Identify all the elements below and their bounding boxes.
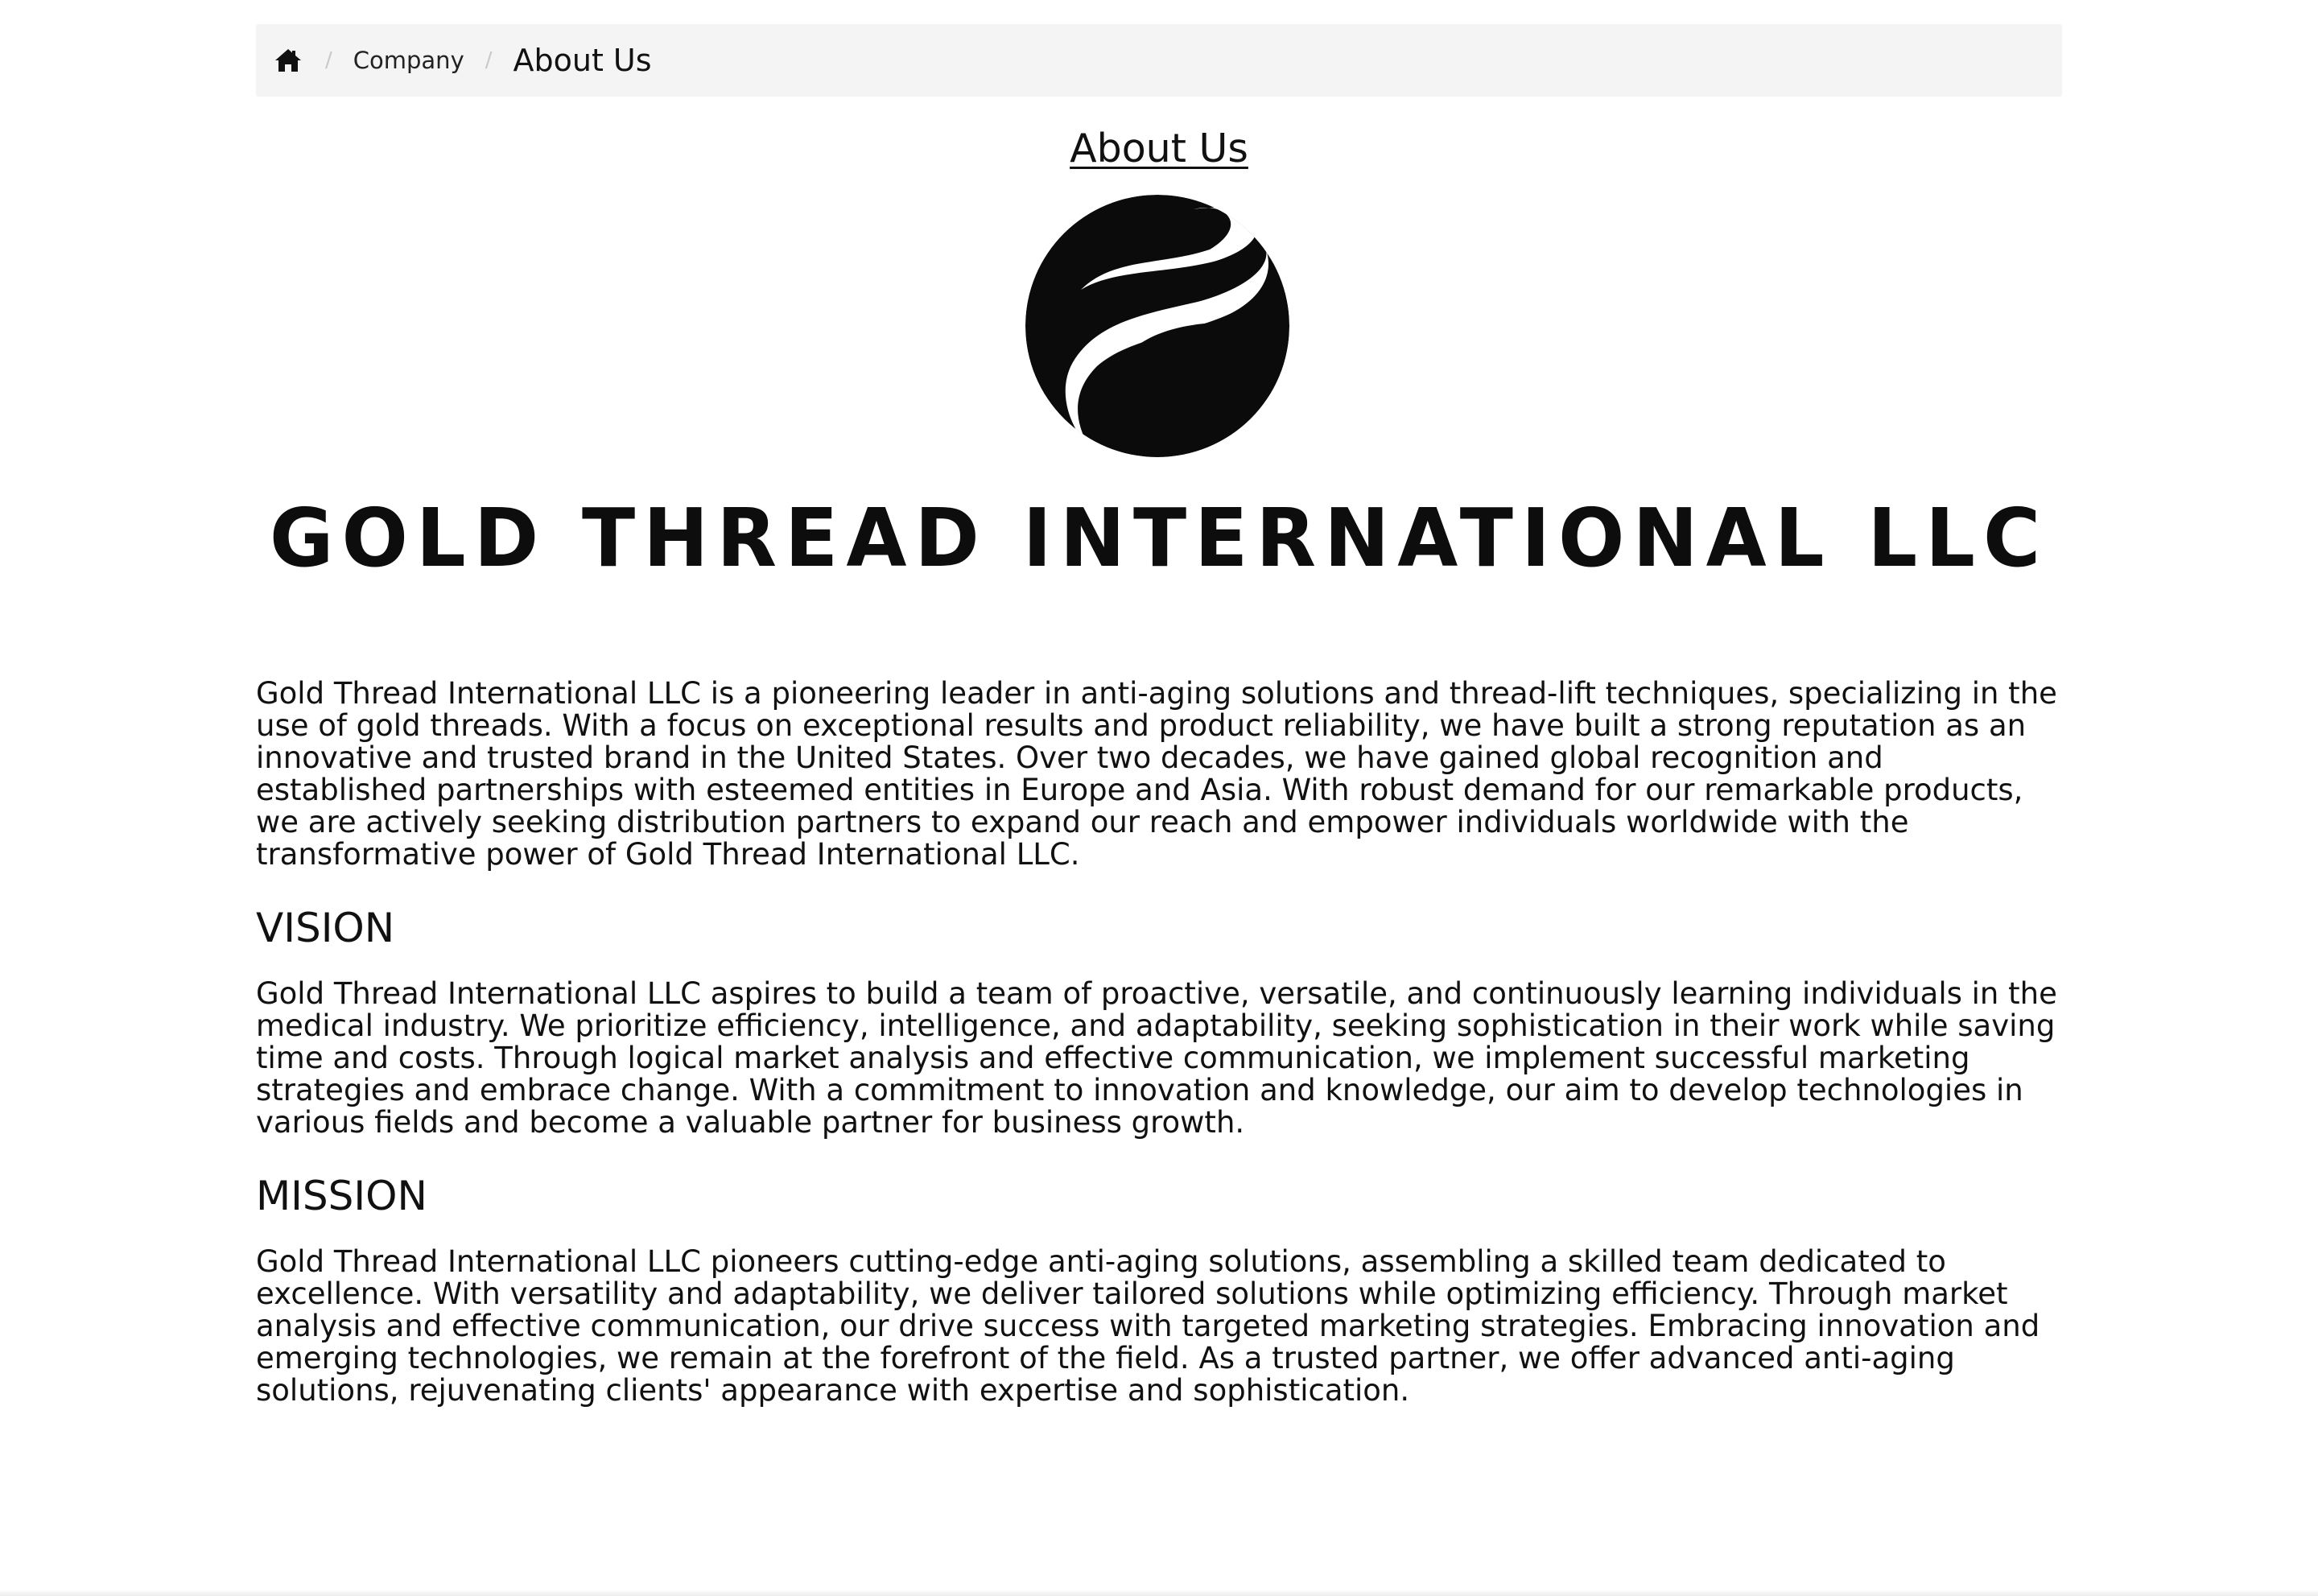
about-page xyxy=(256,24,2062,1407)
company-wordmark: GOLD THREAD INTERNATIONAL LLC xyxy=(269,491,2049,585)
mission-heading: MISSION xyxy=(256,1172,427,1219)
mission-paragraph: Gold Thread International LLC pioneers cutting-edge anti-aging solutions, assembling a skilled team dedicated to excellence. With versatility and adaptability, we deliver tailored solutions while optimizing efficiency. Through market analysis and effective communication, our drive success with targeted marketing strategies. Embracing innovation and emerging technologies, we remain at the forefront of the field. As a trusted partner, we offer advanced anti-aging solutions, rejuvenating clients' appearance with expertise and sophistication. xyxy=(256,1243,2040,1408)
company-logo xyxy=(256,193,2062,644)
vision-heading: VISION xyxy=(256,904,395,951)
breadcrumb xyxy=(256,24,2062,97)
breadcrumb-separator: / xyxy=(325,48,332,72)
swirl-globe-icon xyxy=(1025,193,1290,459)
breadcrumb-company-link[interactable]: Company xyxy=(353,47,464,74)
page-title: About Us xyxy=(1070,126,1248,171)
breadcrumb-separator: / xyxy=(485,48,493,72)
vision-paragraph: Gold Thread International LLC aspires to build a team of proactive, versatile, and continuously learning individuals in the medical industry. We prioritize efficiency, intelligence, and adaptability, seeking sophistication in their work while saving time and costs. Through logical market analysis and effective communication, we implement successful marketing strategies and embrace change. With a commitment to innovation and knowledge, our aim to develop technologies in various fields and become a valuable partner for business growth. xyxy=(256,975,2057,1140)
page-bottom-edge xyxy=(0,1590,2318,1596)
intro-paragraph: Gold Thread International LLC is a pioneering leader in anti-aging solutions and thread-lift techniques, specializing in the use of gold threads. With a focus on exceptional results and product reliability, we have built a strong reputation as an innovative and trusted brand in the United States. Over two decades, we have gained global recognition and established partnerships with esteemed entities in Europe and Asia. With robust demand for our remarkable products, we are actively seeking distribution partners to expand our reach and empower individuals worldwide with the transformative power of Gold Thread International LLC. xyxy=(256,675,2057,872)
breadcrumb-home-link[interactable] xyxy=(272,44,304,76)
breadcrumb-current: About Us xyxy=(513,43,652,78)
home-icon xyxy=(274,48,302,72)
